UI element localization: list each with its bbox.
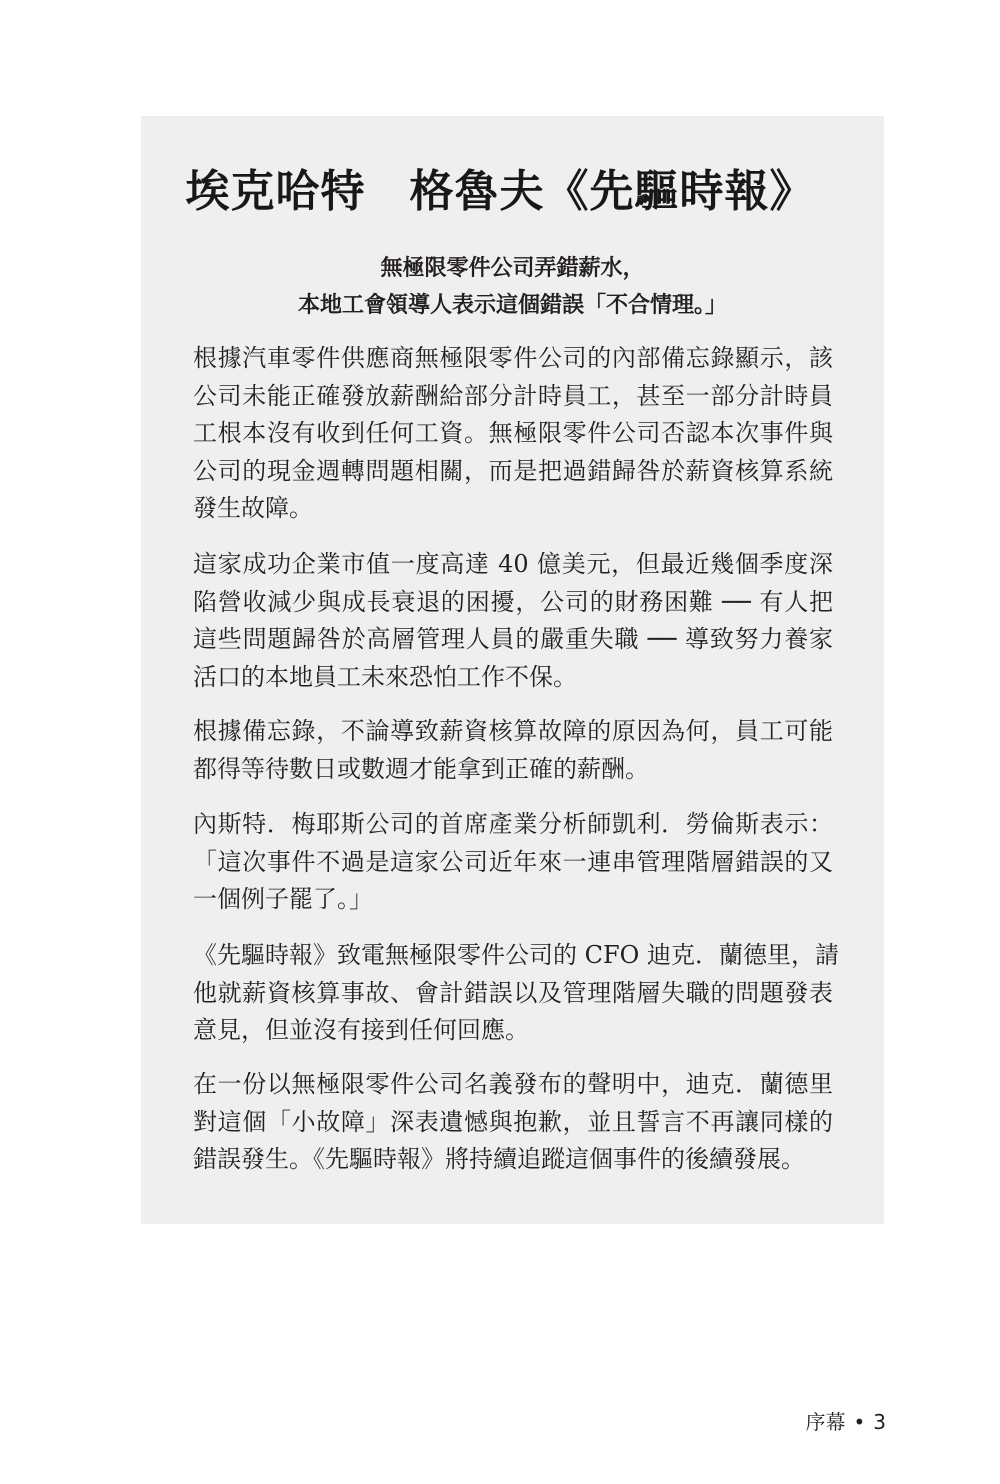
paragraph-line: 「這次事件不過是這家公司近年來一連串管理階層錯誤的又 (193, 847, 833, 876)
paragraph-3 (193, 713, 833, 788)
bullet-separator: • (853, 1410, 866, 1434)
page-number: 3 (873, 1410, 886, 1434)
paragraph-line: 根據備忘錄，不論導致薪資核算故障的原因為何，員工可能 (193, 717, 833, 745)
paragraph-line: 《先驅時報》致電無極限零件公司的 CFO 迪克．蘭德里，請 (193, 941, 839, 969)
page-footer (805, 1407, 886, 1437)
subheadline-line-1: 無極限零件公司弄錯薪水， (380, 255, 645, 281)
paragraph-line: 根據汽車零件供應商無極限零件公司的內部備忘錄顯示，該 (193, 344, 833, 372)
paragraph-line: 公司的現金週轉問題相關，而是把過錯歸咎於薪資核算系統 (193, 456, 833, 485)
paragraph-line: 活口的本地員工未來恐怕工作不保。 (193, 662, 577, 691)
paragraph-line: 錯誤發生。《先驅時報》將持續追蹤這個事件的後續發展。 (193, 1145, 805, 1173)
paragraph-line: 發生故障。 (193, 494, 313, 522)
paragraph-line: 意見，但並沒有接到任何回應。 (193, 1016, 529, 1044)
paragraph-line: 工根本沒有收到任何工資。無極限零件公司否認本次事件與 (193, 419, 833, 447)
paragraph-line: 他就薪資核算事故、會計錯誤以及管理階層失職的問題發表 (193, 978, 833, 1007)
paragraph-4 (193, 806, 833, 919)
paragraph-line: 內斯特．梅耶斯公司的首席產業分析師凱利．勞倫斯表示： (193, 810, 833, 838)
headline (0, 160, 1000, 224)
paragraph-5 (193, 937, 839, 1050)
headline-author: 埃克哈特 (185, 166, 366, 217)
paragraph-1 (193, 340, 833, 528)
paragraph-line: 都得等待數日或數週才能拿到正確的薪酬。 (193, 754, 649, 783)
paragraph-2 (193, 546, 833, 696)
subheadline-line-2: 本地工會領導人表示這個錯誤「不合情理。」 (297, 292, 727, 318)
paragraph-line: 一個例子罷了。」 (193, 885, 373, 913)
paragraph-line: 對這個「小故障」深表遺憾與抱歉，並且誓言不再讓同樣的 (193, 1107, 833, 1136)
paragraph-line: 這家成功企業市值一度高達 40 億美元，但最近幾個季度深 (193, 550, 833, 578)
paragraph-line: 這些問題歸咎於高層管理人員的嚴重失職 ── 導致努力養家 (193, 625, 833, 653)
paragraph-6 (193, 1066, 833, 1179)
paragraph-line: 在一份以無極限零件公司名義發布的聲明中，迪克．蘭德里 (193, 1070, 833, 1098)
section-title: 序幕 (805, 1410, 846, 1434)
headline-source: 格魯夫《先驅時報》 (409, 166, 815, 217)
paragraph-line: 公司未能正確發放薪酬給部分計時員工，甚至一部分計時員 (193, 381, 833, 410)
paragraph-line: 陷營收減少與成長衰退的困擾，公司的財務困難 ── 有人把 (193, 587, 833, 616)
